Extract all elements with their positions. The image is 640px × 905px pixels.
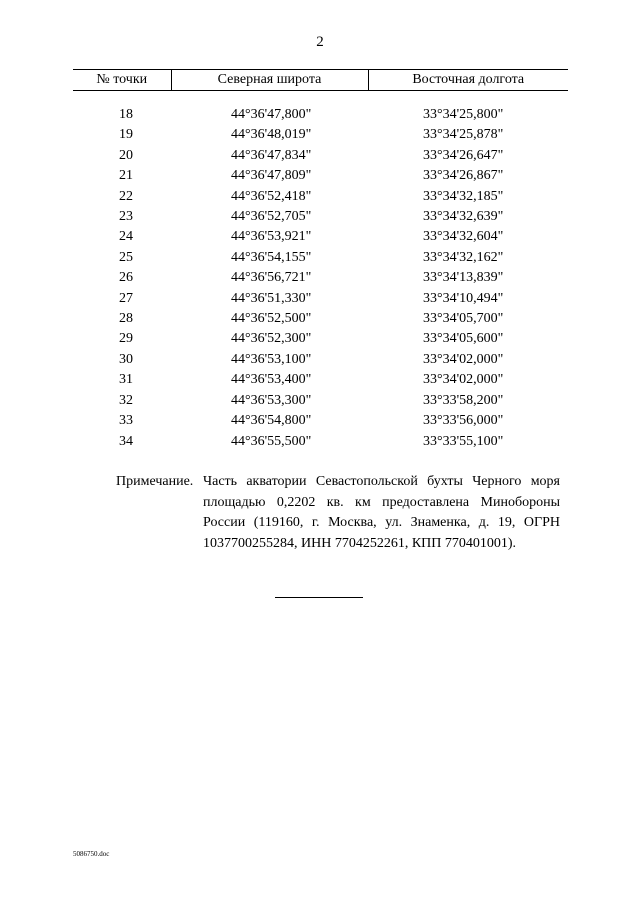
- point-number: 33: [119, 413, 133, 429]
- table-row: [73, 207, 568, 227]
- point-number: 19: [119, 127, 133, 143]
- point-number: 21: [119, 168, 133, 184]
- table-row: [73, 411, 568, 431]
- longitude-cell: 33°34'26,867": [423, 168, 504, 184]
- header-longitude: Восточная долгота: [368, 70, 568, 91]
- latitude-cell: 44°36'47,800": [231, 107, 312, 122]
- latitude-cell: 44°36'53,100": [231, 351, 312, 367]
- header-point-no: № точки: [73, 70, 171, 91]
- point-number: 27: [119, 290, 133, 306]
- latitude-cell: 44°36'56,721": [231, 270, 312, 286]
- point-number: 29: [119, 331, 133, 347]
- point-number: 24: [119, 229, 133, 245]
- latitude-cell: 44°36'51,330": [231, 290, 312, 306]
- point-number: 22: [119, 188, 133, 204]
- table-row: [73, 350, 568, 370]
- table-row: [73, 432, 568, 452]
- longitude-cell: 33°34'32,604": [423, 229, 504, 245]
- latitude-cell: 44°36'52,500": [231, 311, 312, 327]
- point-number: 32: [119, 392, 133, 408]
- note-label: Примечание.: [116, 474, 194, 489]
- longitude-cell: 33°34'32,162": [423, 249, 504, 265]
- point-number: 25: [119, 249, 133, 265]
- table-row: [73, 146, 568, 166]
- table-row: [73, 187, 568, 207]
- table-row: [73, 391, 568, 411]
- latitude-cell: 44°36'52,705": [231, 209, 312, 225]
- longitude-cell: 33°34'32,639": [423, 209, 504, 225]
- table-row: [73, 248, 568, 268]
- table-row: [73, 125, 568, 145]
- point-number: 18: [119, 107, 133, 122]
- point-number: 20: [119, 147, 133, 163]
- longitude-cell: 33°33'58,200": [423, 392, 504, 408]
- latitude-cell: 44°36'53,400": [231, 372, 312, 388]
- table-row: [73, 227, 568, 247]
- longitude-cell: 33°34'02,000": [423, 372, 504, 388]
- point-number: 26: [119, 270, 133, 286]
- longitude-cell: 33°34'25,878": [423, 127, 504, 143]
- latitude-cell: 44°36'52,418": [231, 188, 312, 204]
- latitude-cell: 44°36'54,800": [231, 413, 312, 429]
- latitude-cell: 44°36'53,300": [231, 392, 312, 408]
- table-row: [73, 105, 568, 125]
- latitude-cell: 44°36'54,155": [231, 249, 312, 265]
- longitude-cell: 33°34'10,494": [423, 290, 504, 306]
- point-number: 23: [119, 209, 133, 225]
- latitude-cell: 44°36'55,500": [231, 433, 312, 449]
- table-row: [73, 289, 568, 309]
- latitude-cell: 44°36'53,921": [231, 229, 312, 245]
- point-number: 28: [119, 311, 133, 327]
- table-row: [73, 370, 568, 390]
- point-number: 31: [119, 372, 133, 388]
- latitude-cell: 44°36'47,834": [231, 147, 312, 163]
- longitude-cell: 33°34'05,700": [423, 311, 504, 327]
- latitude-cell: 44°36'48,019": [231, 127, 312, 143]
- table-row: [73, 166, 568, 186]
- longitude-cell: 33°34'32,185": [423, 188, 504, 204]
- table-spacer: [73, 91, 568, 106]
- page-number: 2: [316, 34, 324, 50]
- footer-filename: 5086750.doc: [73, 850, 110, 858]
- point-number: 34: [119, 433, 133, 449]
- latitude-cell: 44°36'47,809": [231, 168, 312, 184]
- point-number: 30: [119, 351, 133, 367]
- end-divider: [275, 597, 363, 598]
- longitude-cell: 33°33'55,100": [423, 433, 504, 449]
- longitude-cell: 33°34'26,647": [423, 147, 504, 163]
- longitude-cell: 33°34'05,600": [423, 331, 504, 347]
- latitude-cell: 44°36'52,300": [231, 331, 312, 347]
- coordinates-table: [73, 69, 568, 452]
- longitude-cell: 33°34'13,839": [423, 270, 504, 286]
- longitude-cell: 33°34'25,800": [423, 107, 504, 122]
- table-row: [73, 309, 568, 329]
- longitude-cell: 33°33'56,000": [423, 413, 504, 429]
- note-text: Часть акватории Севастопольской бухты Черного моря площадью 0,2202 кв. км предоставлена Минобороны России (119160, г. Москва, ул. Знаменка, д. 19, ОГРН 1037700255284, ИНН 7704252261, КПП 770401001).: [203, 474, 560, 551]
- header-latitude: Северная широта: [171, 70, 368, 91]
- table-row: [73, 268, 568, 288]
- table-header-row: [73, 70, 568, 91]
- longitude-cell: 33°34'02,000": [423, 351, 504, 367]
- table-row: [73, 329, 568, 349]
